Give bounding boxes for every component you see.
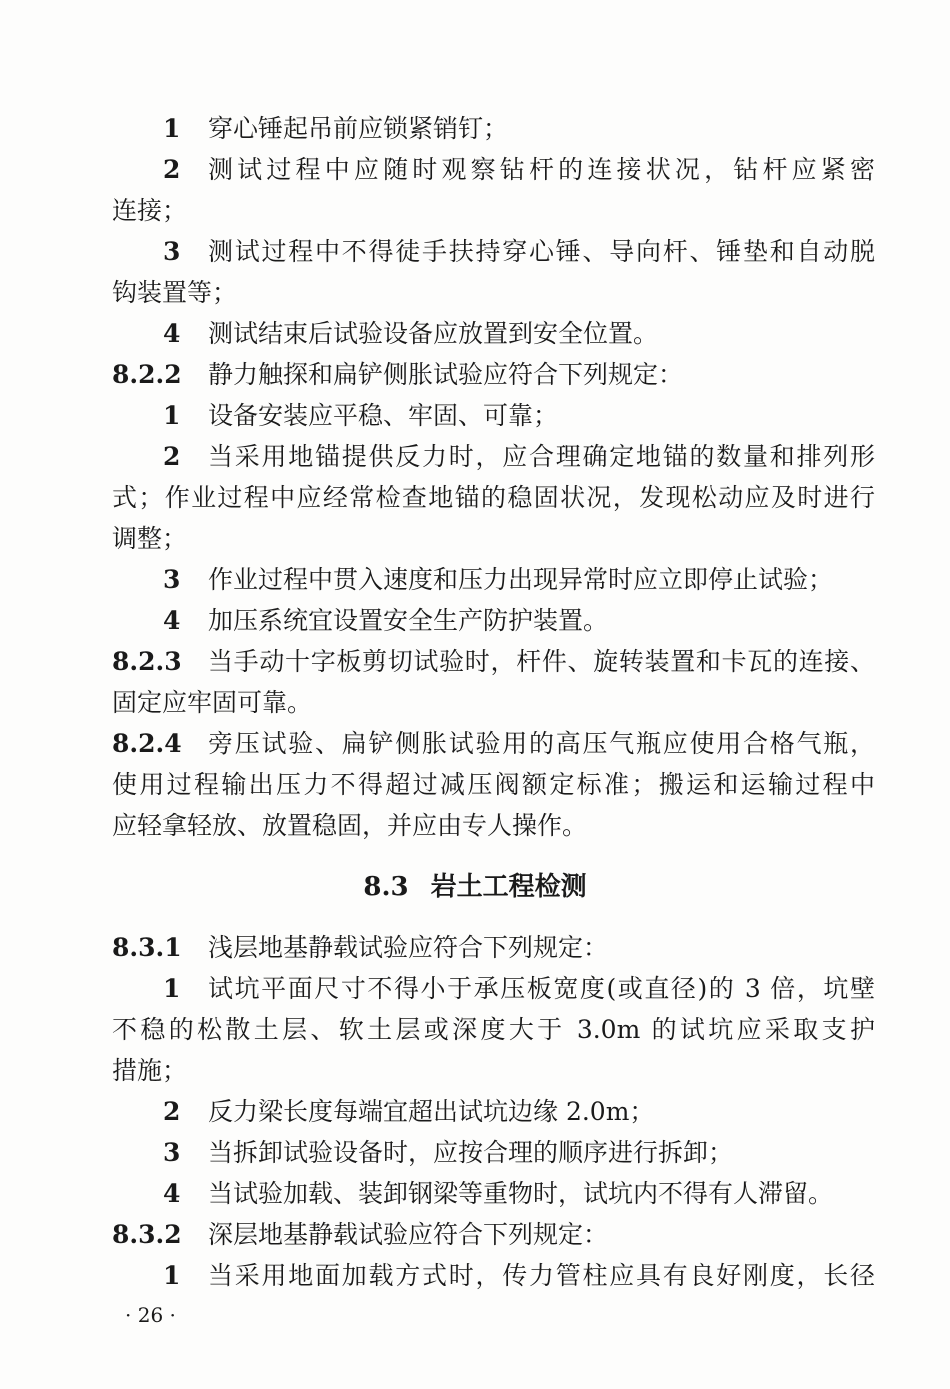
line-text: 当采用地面加载方式时，传力管柱应具有良好刚度，长径 [208,1261,875,1290]
item-number: 1 [163,114,181,143]
line-text: 钩装置等； [112,278,238,307]
item-number: 1 [163,401,181,430]
line-text: 测试过程中应随时观察钻杆的连接状况，钻杆应紧密 [208,155,875,184]
line-text: 应轻拿轻放、放置稳固，并应由专人操作。 [112,811,588,840]
line-text: 固定应牢固可靠。 [112,688,313,717]
section-heading [0,866,950,908]
item-number: 4 [163,319,181,348]
page-number: · 26 · [125,1303,176,1327]
line-text: 使用过程输出压力不得超过减压阀额定标准；搬运和运输过程中 [112,770,875,799]
line-text: 反力梁长度每端宜超出试坑边缘 2.0m； [208,1097,655,1126]
text-line [112,805,875,847]
line-text: 措施； [112,1056,188,1085]
line-text: 旁压试验、扁铲侧胀试验用的高压气瓶应使用合格气瓶， [208,729,875,758]
text-line [112,149,875,191]
text-line [112,1050,875,1092]
item-number: 1 [163,1261,181,1290]
text-line [112,968,875,1010]
text-line [112,354,875,396]
text-line [112,927,875,969]
text-line [112,764,875,806]
line-text: 当手动十字板剪切试验时，杆件、旋转装置和卡瓦的连接、 [208,647,875,676]
line-text: 作业过程中贯入速度和压力出现异常时应立即停止试验； [208,565,834,594]
text-line [112,1009,875,1051]
line-text: 调整； [112,524,188,553]
line-text: 测试过程中不得徒手扶持穿心锤、导向杆、锤垫和自动脱 [208,237,875,266]
item-number: 2 [163,155,181,184]
clause-number: 8.2.4 [112,729,182,758]
line-text: 当拆卸试验设备时，应按合理的顺序进行拆卸； [208,1138,734,1167]
clause-number: 8.2.3 [112,647,182,676]
text-line [112,559,875,601]
text-line [112,682,875,724]
text-line [112,395,875,437]
text-line [112,1173,875,1215]
item-number: 1 [163,974,181,1003]
line-text: 不稳的松散土层、软土层或深度大于 3.0m 的试坑应采取支护 [112,1015,875,1044]
item-number: 3 [163,1138,181,1167]
clause-number: 8.3.1 [112,933,182,962]
text-line [112,231,875,273]
text-line [112,518,875,560]
text-line [112,600,875,642]
item-number: 4 [163,1179,181,1208]
line-text: 当试验加载、装卸钢梁等重物时，试坑内不得有人滞留。 [208,1179,834,1208]
text-line [112,641,875,683]
text-line [112,1091,875,1133]
text-line [112,108,875,150]
text-line [112,272,875,314]
text-line [112,436,875,478]
clause-number: 8.3.2 [112,1220,182,1249]
line-text: 测试结束后试验设备应放置到安全位置。 [208,319,659,348]
text-line [112,1214,875,1256]
item-number: 4 [163,606,181,635]
line-text: 当采用地锚提供反力时，应合理确定地锚的数量和排列形 [208,442,875,471]
item-number: 3 [163,237,181,266]
text-line [112,313,875,355]
line-text: 试坑平面尺寸不得小于承压板宽度(或直径)的 3 倍，坑壁 [208,974,875,1003]
text-line [112,723,875,765]
item-number: 2 [163,442,181,471]
line-text: 加压系统宜设置安全生产防护装置。 [208,606,609,635]
section-number: 8.3 [363,872,409,902]
text-line [112,190,875,232]
item-number: 2 [163,1097,181,1126]
line-text: 式；作业过程中应经常检查地锚的稳固状况，发现松动应及时进行 [112,483,875,512]
section-title-text: 岩土工程检测 [430,872,587,902]
clause-number: 8.2.2 [112,360,182,389]
line-text: 设备安装应平稳、牢固、可靠； [208,401,559,430]
line-text: 静力触探和扁铲侧胀试验应符合下列规定： [208,360,684,389]
item-number: 3 [163,565,181,594]
line-text: 深层地基静载试验应符合下列规定： [208,1220,609,1249]
text-line [112,1255,875,1297]
text-line [112,477,875,519]
line-text: 穿心锤起吊前应锁紧销钉； [208,114,509,143]
line-text: 连接； [112,196,188,225]
line-text: 浅层地基静载试验应符合下列规定： [208,933,609,962]
text-line [112,1132,875,1174]
